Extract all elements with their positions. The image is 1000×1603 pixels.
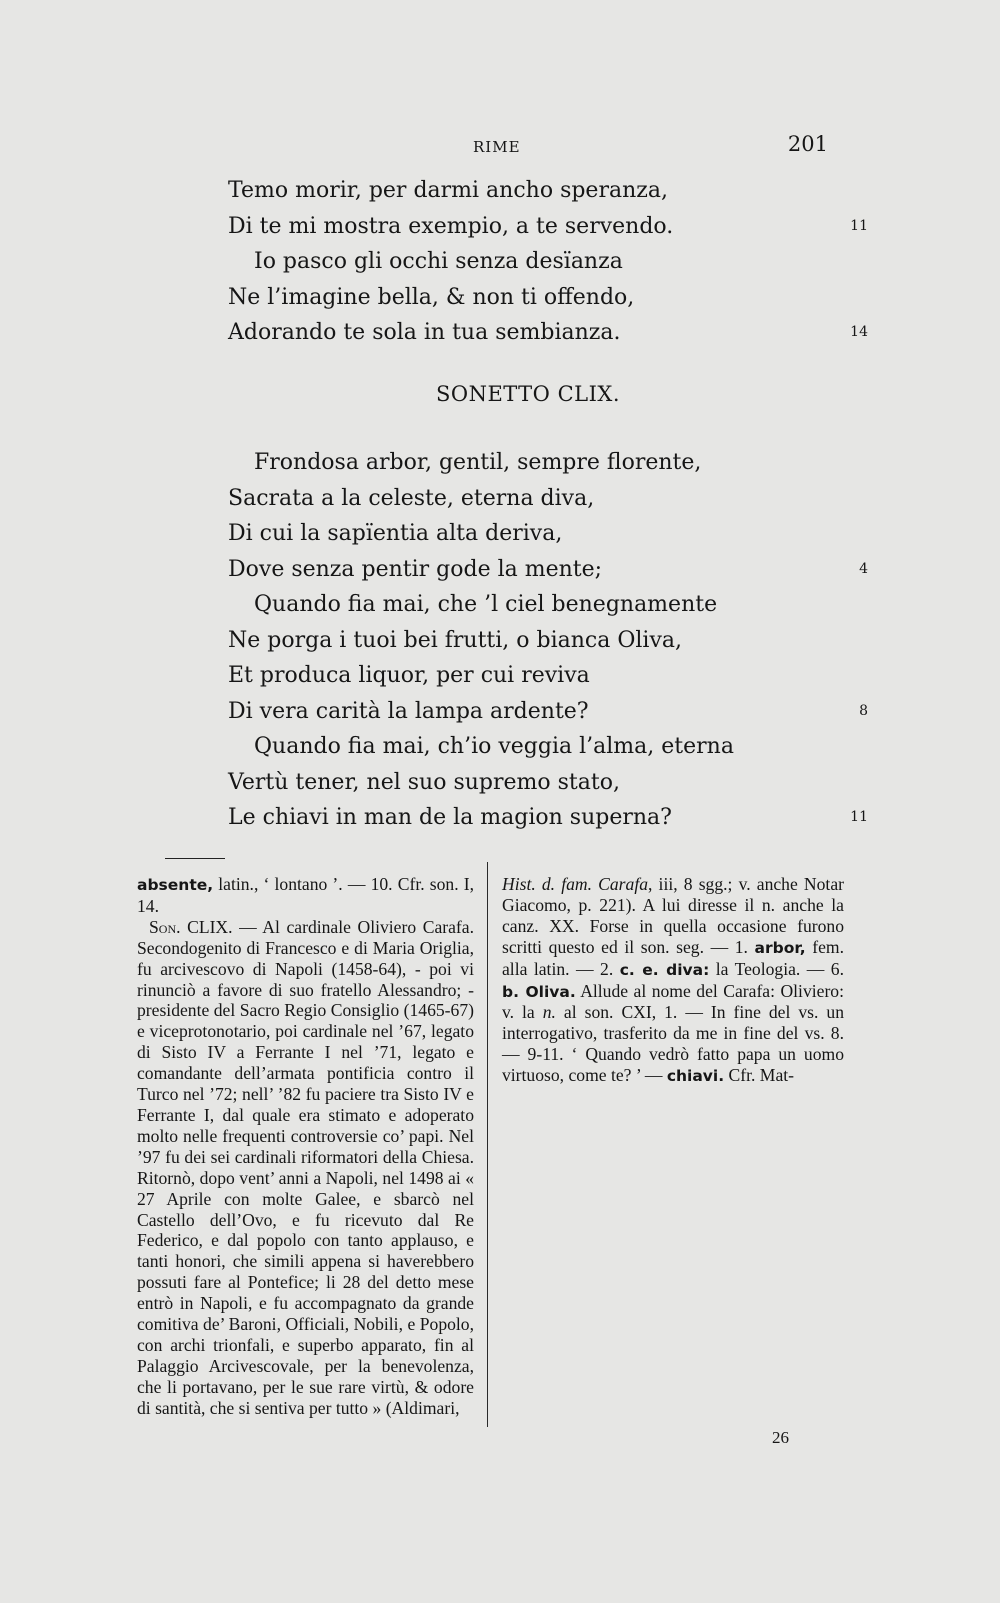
- verse-line: [228, 516, 868, 552]
- line-number: 11: [850, 217, 868, 234]
- running-head-title: RIME: [473, 138, 521, 156]
- verse-text: Dove senza pentir gode la mente;: [228, 556, 603, 582]
- verse-line: [228, 481, 868, 517]
- verse-text: Io pasco gli occhi senza desïanza: [254, 249, 623, 274]
- verse-line: [228, 244, 868, 280]
- note-absente: [137, 874, 474, 917]
- line-number: 11: [850, 809, 868, 825]
- verse-text: Ne l’imagine bella, & non ti offendo,: [228, 284, 635, 310]
- note-sonnet-clix-continued: [502, 874, 844, 1087]
- note-keyword: arbor,: [754, 938, 806, 957]
- sonnet-clix-verse: [228, 445, 868, 836]
- line-number: 14: [850, 324, 868, 340]
- verse-text: Et produca liquor, per cui reviva: [228, 663, 590, 688]
- note-citation: Hist. d. fam. Carafa: [502, 874, 649, 894]
- verse-end-previous-sonnet: [228, 173, 868, 351]
- verse-text: Adorando te sola in tua sembianza.: [228, 320, 621, 345]
- verse-text: Quando fia mai, che ’l ciel benegnamente: [254, 592, 718, 617]
- verse-line: [228, 280, 868, 316]
- footnote-rule: [165, 858, 225, 859]
- running-head: [228, 132, 828, 162]
- sonnet-title: SONETTO CLIX.: [435, 382, 621, 406]
- verse-text: Vertù tener, nel suo supremo stato,: [228, 769, 620, 795]
- note-text: Allude al nome del Carafa: Oliviero: v. la: [502, 980, 844, 1023]
- verse-line: [228, 315, 868, 351]
- note-sonnet-clix: [137, 917, 474, 1419]
- verse-text: Quando fia mai, ch’io veggia l’alma, eterna: [254, 734, 734, 759]
- verse-text: Frondosa arbor, gentil, sempre florente,: [254, 450, 702, 475]
- note-text: , iii, 8 sgg.; v. anche Notar Giacomo, p. 221). A lui diresse il n. anche la canz. XX. Forse in quella occasione furono scritti questo ed il son. seg. — 1.: [502, 874, 844, 957]
- column-divider: [487, 862, 488, 1427]
- line-number: 8: [859, 702, 868, 719]
- verse-line: [228, 587, 868, 623]
- verse-line: [228, 623, 868, 659]
- verse-line: [228, 173, 868, 209]
- verse-line: [228, 445, 868, 481]
- verse-text: Sacrata a la celeste, eterna diva,: [228, 485, 595, 511]
- note-text: al son. CXI, 1. — In fine del vs. un interrogativo, trasferito da me in fine del vs. 8. — 9-11. ‘ Quando vedrò fatto papa un uomo virtuoso, come te? ’ —: [502, 1002, 844, 1086]
- verse-text: Di cui la sapïentia alta deriva,: [228, 521, 563, 546]
- verse-line: [228, 729, 868, 765]
- verse-line: [228, 552, 868, 588]
- line-number: 4: [859, 560, 868, 577]
- note-text: CLIX. — Al cardinale Oliviero Carafa. Secondogenito di Francesco e di Maria Origlia, fu arcivescovo di Napoli (1458-64), - poi vi rinunciò a favore di suo fratello Alessandro; - presidente del Sacro Regio Consiglio (1465-67) e viceprotonotario, poi cardinale nel ’67, legato di Sisto IV a Ferrante I nel ’71, legato e comandante dell’armata pontificia contro il Turco nel ’72; nell’ ’82 fu paciere tra Sisto IV e Ferrante I, dal quale era stimato e adoperato molto nelle frequenti controversie co’ papi. Nel ’97 fu dei sei cardinali riformatori della Chiesa. Ritornò, dopo vent’ anni a Napoli, nel 1498 ai « 27 Aprile con molte Galee, e sbarcò nel Castello dell’Ovo, e fu ricevuto dal Re Federico, e dal popolo con tanto applauso, e tanti honori, che simili appena si haverebbero possuti fare al Pontefice; li 28 del detto mese entrò in Napoli, e fu accompagnato da grande comitiva de’ Baroni, Officiali, Nobili, e Popolo, con archi trionfali, e superbo apparato, fin al Palaggio Arcivescovale, per la benevolenza, che li portavano, per le sue rare virtù, & odore di santità, che si sentiva per tutto » (Aldimari,: [137, 916, 474, 1418]
- note-heading: Son.: [149, 916, 181, 937]
- verse-text: Di vera carità la lampa ardente?: [228, 698, 589, 724]
- verse-text: Le chiavi in man de la magion superna?: [228, 805, 672, 830]
- notes-column-left: [137, 874, 474, 1419]
- note-italic: n.: [542, 1002, 556, 1023]
- verse-line: [228, 765, 868, 801]
- note-text: fem. alla latin. — 2.: [502, 936, 844, 979]
- note-keyword: c. e. diva:: [619, 960, 710, 979]
- verse-text: Di te mi mostra exempio, a te servendo.: [228, 213, 674, 239]
- note-text: la Teologia. — 6.: [709, 958, 844, 979]
- note-text: Cfr. Mat-: [724, 1065, 795, 1086]
- verse-line: [228, 209, 868, 245]
- verse-text: Temo morir, per darmi ancho speranza,: [228, 178, 668, 203]
- note-keyword: absente,: [137, 876, 214, 894]
- notes-column-right: [502, 874, 844, 1087]
- signature-mark: 26: [772, 1428, 789, 1447]
- verse-line: [228, 800, 868, 836]
- page-number: 201: [787, 132, 828, 156]
- note-keyword: b. Oliva.: [502, 982, 576, 1001]
- verse-line: [228, 694, 868, 730]
- note-text: latin., ‘ lontano ’. — 10. Cfr. son. I, 14.: [137, 874, 474, 916]
- note-keyword: chiavi.: [666, 1067, 725, 1086]
- verse-line: [228, 658, 868, 694]
- verse-text: Ne porga i tuoi bei frutti, o bianca Oliva,: [228, 627, 682, 653]
